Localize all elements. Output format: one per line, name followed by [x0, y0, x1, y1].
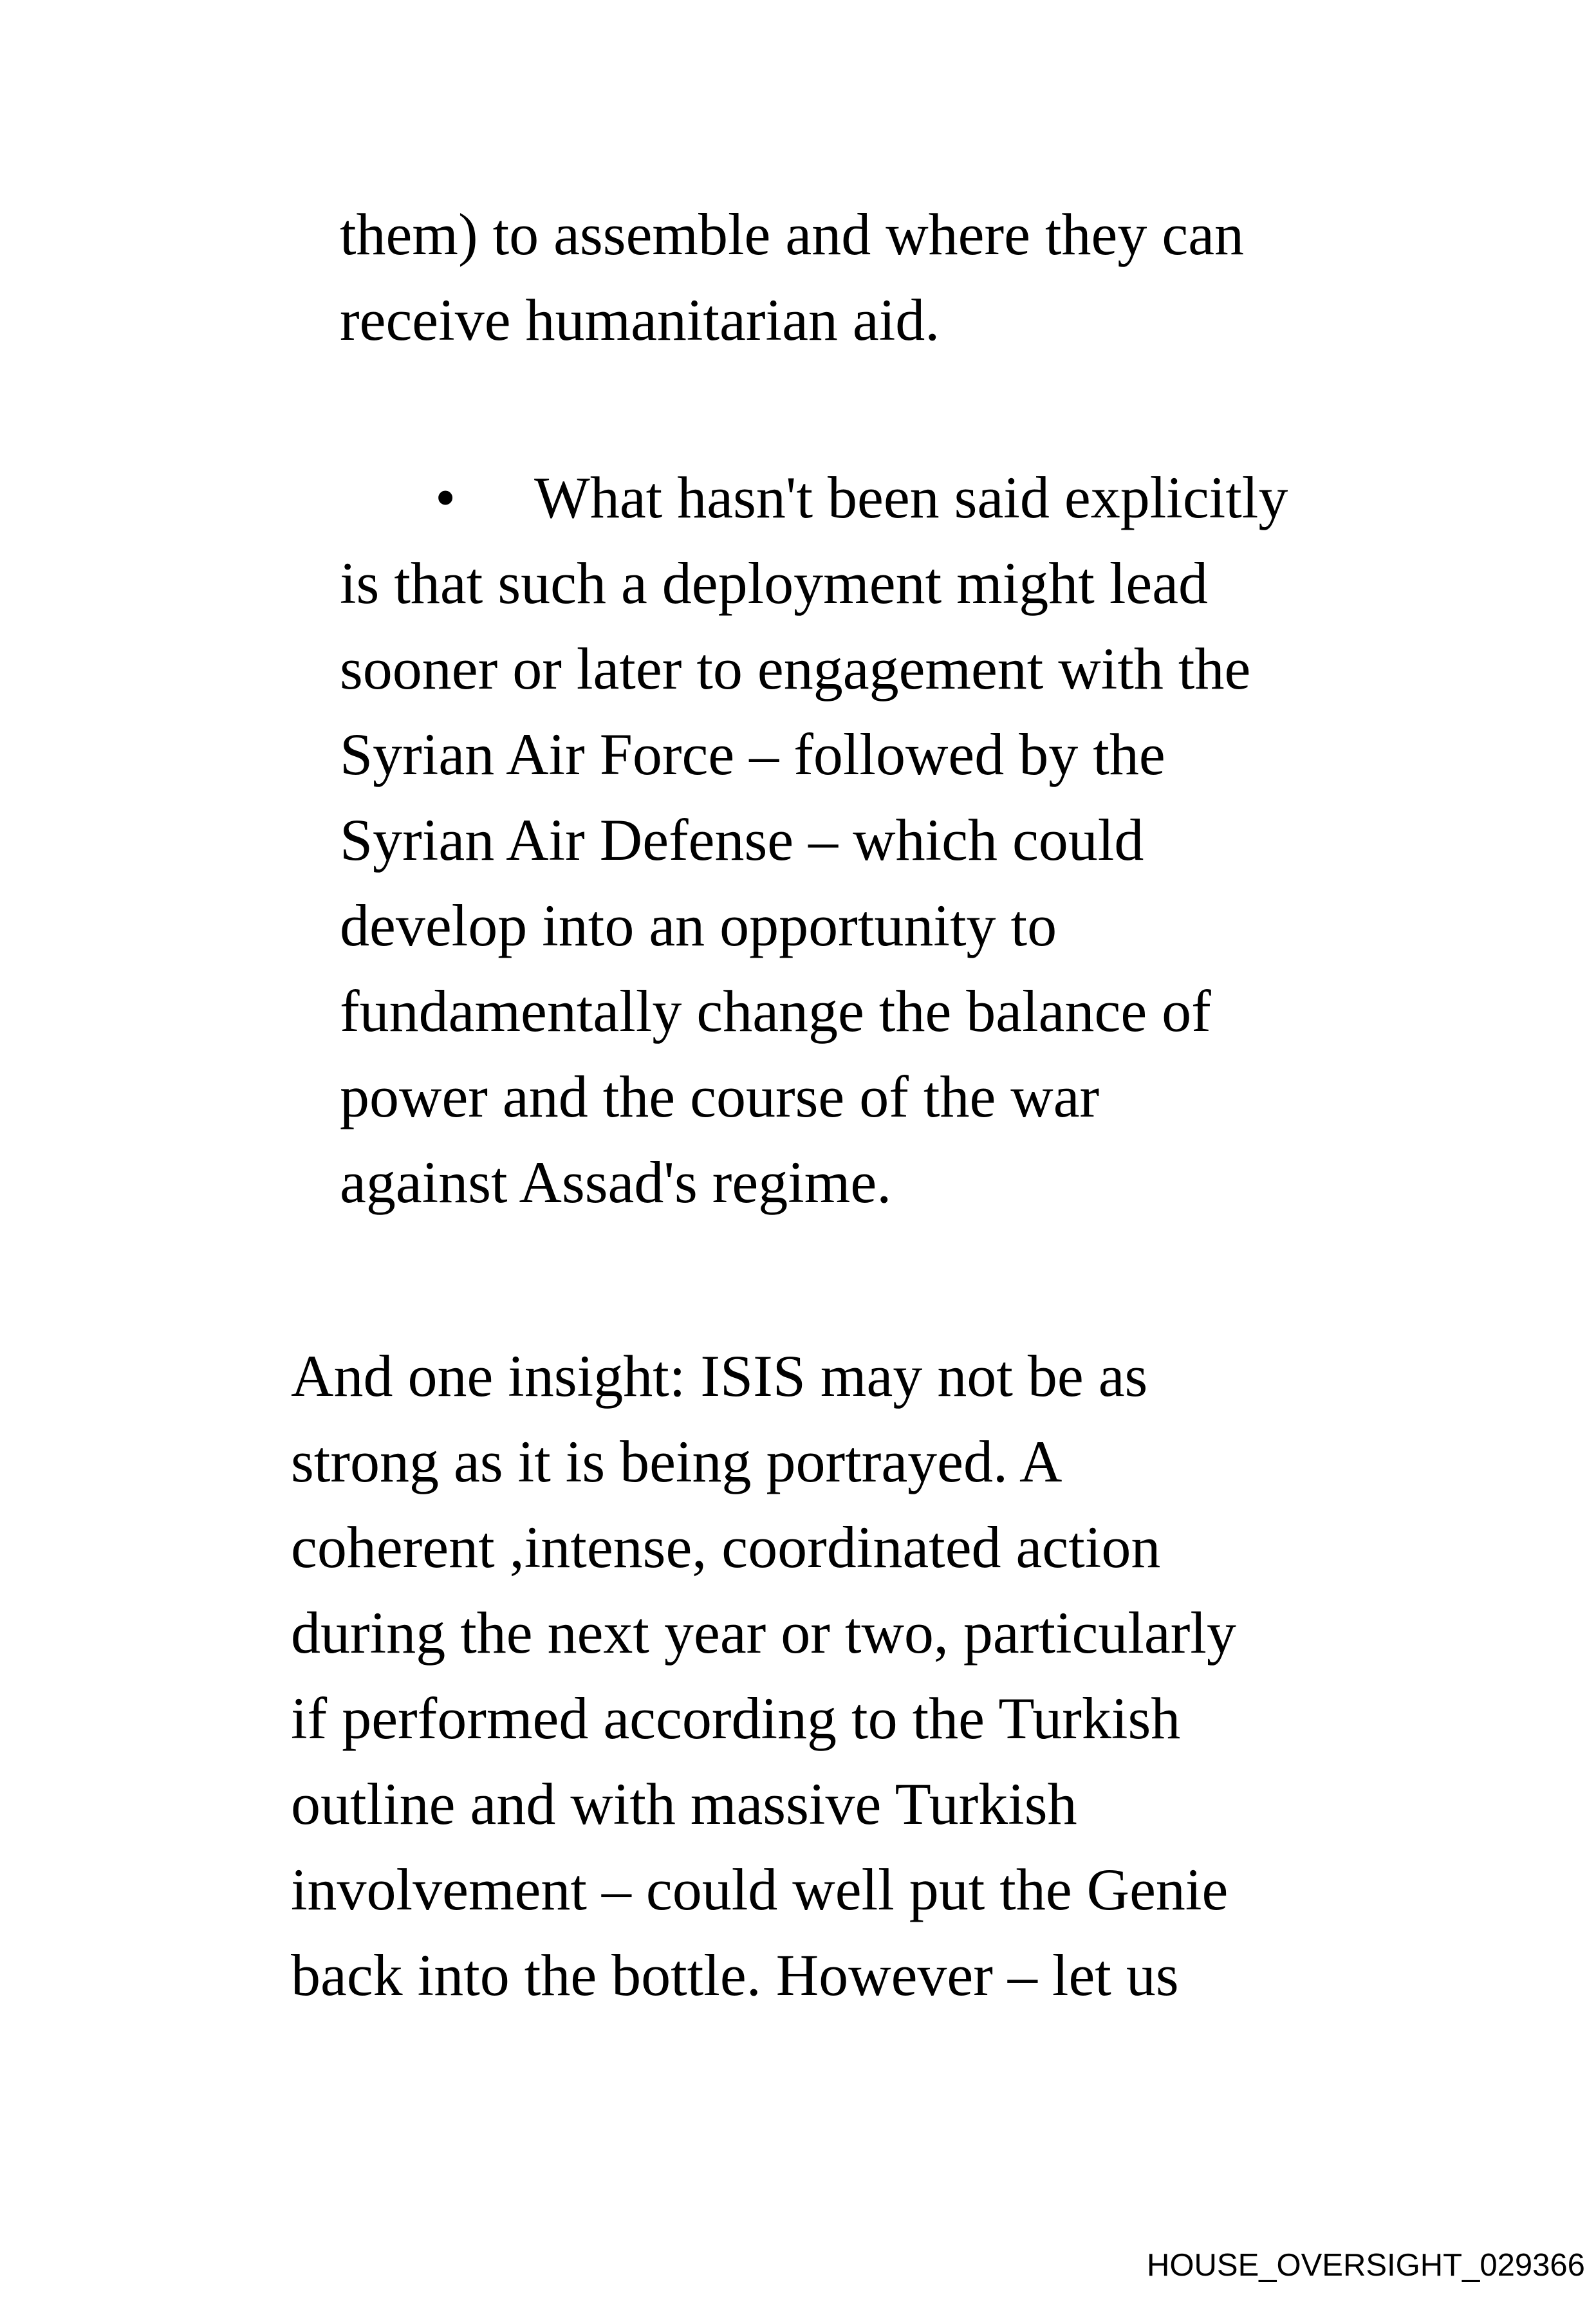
insight-line: back into the bottle. However – let us — [291, 1942, 1179, 2008]
document-id: HOUSE_OVERSIGHT_029366 — [1147, 2248, 1585, 2283]
bullet-line: against Assad's regime. — [340, 1149, 892, 1215]
insight-line: coherent ,intense, coordinated action — [291, 1514, 1161, 1580]
continuation-line: them) to assemble and where they can — [340, 201, 1245, 267]
insight-line: during the next year or two, particularly — [291, 1600, 1236, 1666]
bullet-line: Syrian Air Defense – which could — [340, 807, 1144, 873]
bullet-line: develop into an opportunity to — [340, 893, 1057, 958]
bullet-line: is that such a deployment might lead — [340, 550, 1209, 616]
insight-line: if performed according to the Turkish — [291, 1685, 1181, 1751]
continuation-line: receive humanitarian aid. — [340, 287, 940, 353]
bullet-line: power and the course of the war — [340, 1064, 1100, 1129]
bullet-line: Syrian Air Force – followed by the — [340, 721, 1165, 787]
bullet-glyph: • — [435, 465, 456, 530]
insight-line: And one insight: ISIS may not be as — [291, 1343, 1148, 1409]
bullet-line: sooner or later to engagement with the — [340, 636, 1251, 701]
bullet-first-line: What hasn't been said explicitly — [534, 465, 1288, 530]
insight-line: involvement – could well put the Genie — [291, 1857, 1229, 1922]
insight-line: strong as it is being portrayed. A — [291, 1429, 1062, 1494]
insight-line: outline and with massive Turkish — [291, 1771, 1077, 1837]
bullet-line: fundamentally change the balance of — [340, 978, 1211, 1044]
